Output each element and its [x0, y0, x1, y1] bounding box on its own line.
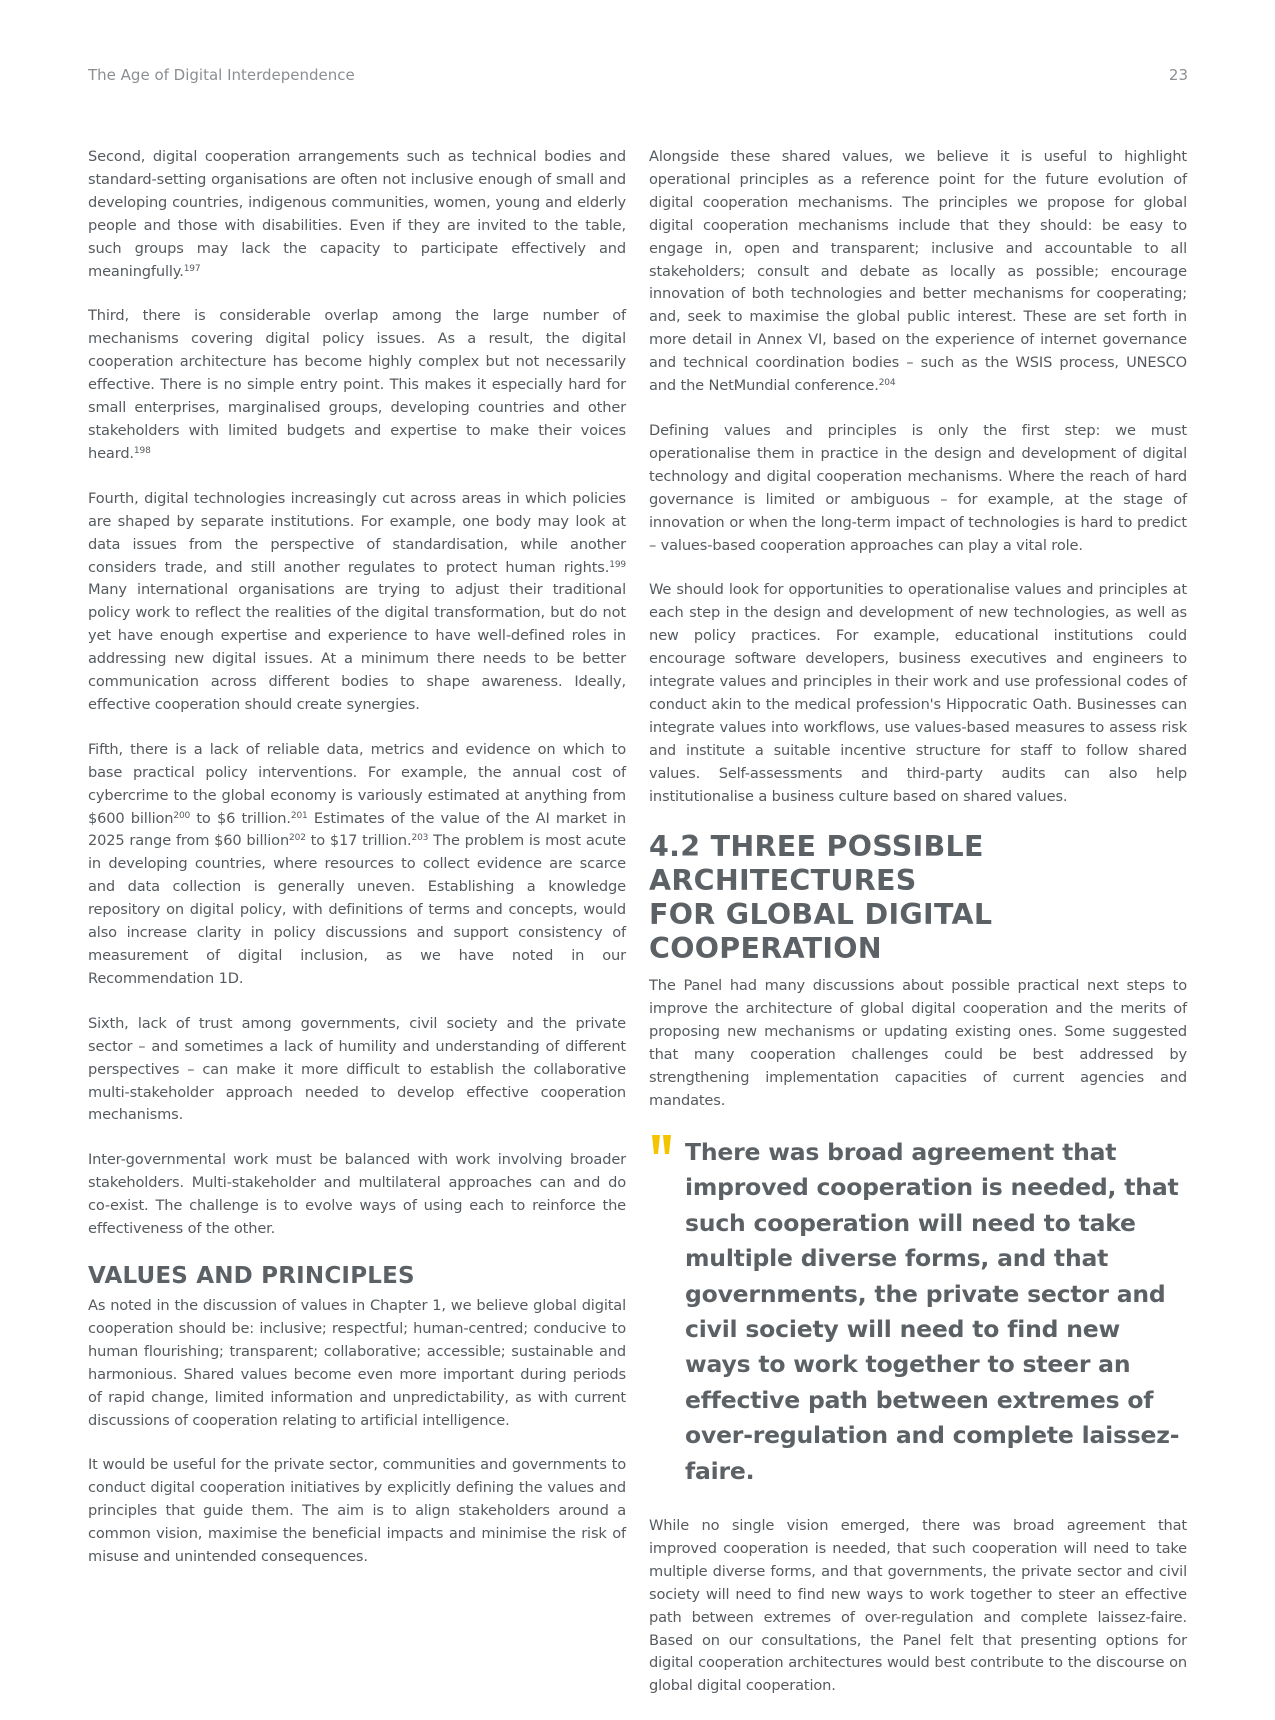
paragraph: Fifth, there is a lack of reliable data, metrics and evidence on which to base practical policy interventions. For example, the annual cost of cybercrime to the global economy is variously estimated at anything from $600 billion$^{200}$ to $6 trillion.$^{201}$ Estimates of the value of the AI market in 2025 range from $60 billion$^{202}$ to $17 trillion.$^{203}$ The problem is most acute in developing countries, where resources to collect evidence are scarce and data collection is generally uneven. Establishing a knowledge repository on digital policy, with definitions of terms and concepts, would also increase clarity in policy discussions and support consistency of measurement of digital inclusion, as we have noted in our Recommendation 1D.	[88, 740, 626, 987]
footnote-ref[interactable]: 201	[290, 810, 308, 821]
left-column	[88, 146, 626, 1591]
paragraph: Sixth, lack of trust among governments, civil society and the private sector – and sometimes a lack of humility and understanding of different perspectives – can make it more difficult to establish the collaborative multi-stakeholder approach needed to develop effective cooperation mechanisms.	[88, 1014, 626, 1124]
footnote-ref[interactable]: 197	[183, 263, 201, 274]
right-column	[649, 146, 1187, 1720]
pull-quote-text: There was broad agreement that improved cooperation is needed, that such cooperation will need to take multiple diverse forms, and that governments, the private sector and civil society will need to find new ways to work together to steer an effective path between extremes of over-regulation and complete laissez-faire.	[685, 1137, 1180, 1485]
paragraph: It would be useful for the private sector, communities and governments to conduct digital cooperation initiatives by explicitly defining the values and principles that guide them. The aim is to align stakeholders around a common vision, maximise the beneficial impacts and minimise the risk of misuse and unintended consequences.	[88, 1456, 626, 1566]
paragraph: As noted in the discussion of values in Chapter 1, we believe global digital cooperation should be: inclusive; respectful; human-centred; conducive to human flourishing; transparent; collaborative; accessible; sustainable and harmonious. Shared values become even more important during periods of rapid change, limited information and unpredictability, as with current discussions of cooperation relating to artificial intelligence.	[88, 1296, 626, 1429]
paragraph: Defining values and principles is only the first step: we must operationalise them in practice in the design and development of digital technology and digital cooperation mechanisms. Where the reach of hard governance is limited or ambiguous – for example, at the stage of innovation or when the long-term impact of technologies is hard to predict – values-based cooperation approaches can play a vital role.	[649, 421, 1187, 554]
pull-quote	[649, 1135, 1187, 1489]
section-heading: 4.2 THREE POSSIBLE ARCHITECTURES FOR GLOBAL DIGITAL COOPERATION	[649, 830, 993, 966]
paragraph: Third, there is considerable overlap among the large number of mechanisms covering digital policy issues. As a result, the digital cooperation architecture has become highly complex but not necessarily effective. There is no simple entry point. This makes it especially hard for small enterprises, marginalised groups, developing countries and other stakeholders with limited budgets and expertise to make their voices heard.$^{198}$	[88, 307, 626, 462]
running-title: The Age of Digital Interdependence	[88, 66, 355, 84]
section-heading: VALUES AND PRINCIPLES	[88, 1262, 415, 1289]
paragraph: Second, digital cooperation arrangements such as technical bodies and standard-setting organisations are often not inclusive enough of small and developing countries, indigenous communities, women, young and elderly people and those with disabilities. Even if they are invited to the table, such groups may lack the capacity to participate effectively and meaningfully.$^{197}$	[88, 148, 626, 280]
footnote-ref[interactable]: 202	[289, 833, 306, 844]
paragraph: We should look for opportunities to operationalise values and principles at each step in the design and development of new technologies, as well as new policy practices. For example, educational institutions could encourage software developers, business executives and engineers to integrate values and principles in their work and use professional codes of conduct akin to the medical profession's Hippocratic Oath. Businesses can integrate values into workflows, use values-based measures to assess risk and institute a suitable incentive structure for staff to follow shared values. Self-assessments and third-party audits can also help institutionalise a business culture based on shared values.	[649, 581, 1187, 805]
paragraph: Inter-governmental work must be balanced with work involving broader stakeholders. Multi-stakeholder and multilateral approaches can and do co-exist. The challenge is to evolve ways of using each to reinforce the effectiveness of the other.	[88, 1151, 626, 1238]
footnote-ref[interactable]: 203	[411, 833, 429, 844]
paragraph: Fourth, digital technologies increasingly cut across areas in which policies are shaped by separate institutions. For example, one body may look at data issues from the perspective of standardisation, while another considers trade, and still another regulates to protect human rights.$^{199}$ Many international organisations are trying to adjust their traditional policy work to reflect the realities of the digital transformation, but do not yet have enough expertise and experience to have well-defined roles in addressing new digital issues. At a minimum there needs to be better communication across different bodies to shape awareness. Ideally, effective cooperation should create synergies.	[88, 489, 626, 713]
paragraph: The Panel had many discussions about possible practical next steps to improve the architecture of global digital cooperation and the merits of proposing new mechanisms or updating existing ones. Some suggested that many cooperation challenges could be best addressed by strengthening implementation capacities of current agencies and mandates.	[649, 977, 1187, 1109]
paragraph: While no single vision emerged, there was broad agreement that improved cooperation is needed, that such cooperation will need to take multiple diverse forms, and that governments, the private sector and civil society will need to find new ways to work together to steer an effective path between extremes of over-regulation and complete laissez-faire. Based on our consultations, the Panel felt that presenting options for digital cooperation architectures would best contribute to the discourse on global digital cooperation.	[649, 1516, 1187, 1695]
footnote-ref[interactable]: 198	[133, 445, 151, 456]
footnote-ref[interactable]: 199	[609, 559, 626, 570]
quote-mark-icon	[651, 1133, 673, 1157]
footnote-ref[interactable]: 204	[878, 378, 896, 389]
paragraph: Alongside these shared values, we believe it is useful to highlight operational principles as a reference point for the future evolution of digital cooperation mechanisms. The principles we propose for global digital cooperation mechanisms include that they should: be easy to engage in, open and transparent; inclusive and accountable to all stakeholders; consult and debate as locally as possible; encourage innovation of both technologies and better mechanisms for cooperating; and, seek to maximise the global public interest. These are set forth in more detail in Annex VI, based on the experience of internet governance and technical coordination bodies – such as the WSIS process, UNESCO and the NetMundial conference.$^{204}$	[649, 148, 1187, 395]
footnote-ref[interactable]: 200	[173, 810, 191, 821]
page-number: 23	[1168, 66, 1188, 84]
